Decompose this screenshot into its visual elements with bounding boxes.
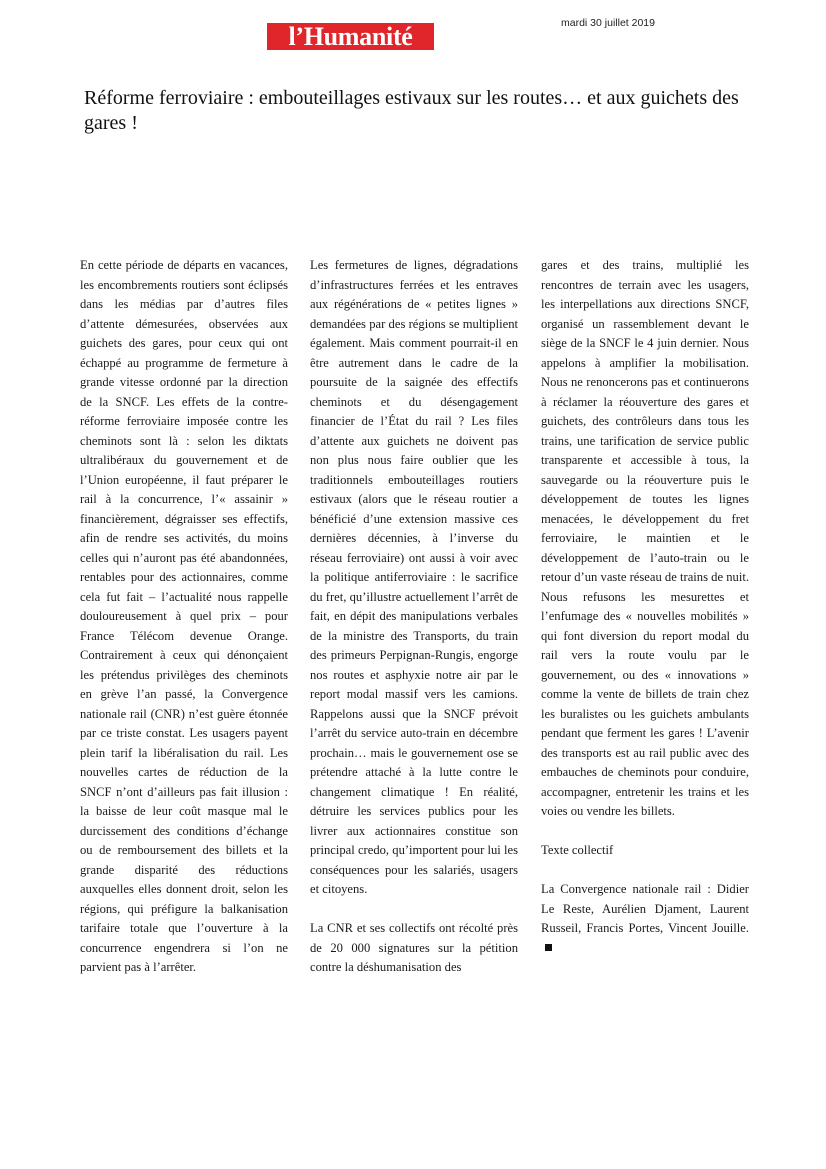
- end-of-article-icon: [545, 944, 552, 951]
- byline-label: Texte collectif: [541, 843, 614, 857]
- signatories-text: La Convergence nationale rail : Didier Le Reste, Aurélien Djament, Laurent Russeil, Francis Portes, Vincent Jouille.: [541, 882, 749, 935]
- publication-date: mardi 30 juillet 2019: [561, 17, 655, 29]
- logo-text: l’Humanité: [288, 23, 413, 50]
- article-title: Réforme ferroviaire : embouteillages estivaux sur les routes… et aux guichets des gares !: [84, 87, 739, 134]
- newspaper-logo: [267, 23, 434, 50]
- paragraph: La CNR et ses collectifs ont récolté près de 20 000 signatures sur la pétition contre la déshumanisation des: [310, 921, 518, 974]
- paragraph: Les fermetures de lignes, dégradations d’infrastructures ferrées et les entraves aux régénérations de « petites lignes » demandées par des régions se multiplient également. Mais comment pourrait-il en être autrement dans le cadre de la poursuite de la saignée des effectifs cheminots et du désengagement financier de l’État du rail ? Les files d’attente aux guichets ne doivent pas non plus nous faire oublier que les traditionnels embouteillages routiers estivaux (alors que le réseau routier a bénéficié d’une extension massive ces dernières décennies, à l’inverse du réseau ferroviaire) ont aussi à voir avec la politique antiferroviaire : le sacrifice du fret, qu’illustre actuellement l’arrêt de fait, en dépit des manipulations verbales de la ministre des Transports, du train des primeurs Perpignan-Rungis, engorge nos routes et asphyxie notre air par le report modal massif vers les camions. Rappelons aussi que la SNCF prévoit l’arrêt du service auto-train en décembre prochain… mais le gouvernement ose se prétendre attaché à la lutte contre le changement climatique ! En réalité, détruire les services publics pour les livrer aux actionnaires constitue son principal credo, qu’importent pour lui les conséquences pour les salariés, usagers et citoyens.: [310, 258, 518, 896]
- paragraph: En cette période de départs en vacances, les encombrements routiers sont éclipsés dans les médias par d’autres files d’attente démesurées, observées aux guichets des gares, pour ceux qui ont échappé au programme de fermeture à grande vitesse ordonné par la direction de la SNCF. Les effets de la contre-réforme ferroviaire imposée contre les cheminots sont là : selon les diktats ultralibéraux du gouvernement et de l’Union européenne, il faut préparer le rail à la concurrence, l’« assainir » financièrement, dégraisser ses effectifs, afin de rendre ses activités, du moins celles qui n’auront pas été abandonnées, rentables pour des actionnaires, comme cela fut fait – l’actualité nous rappelle douloureusement à quel prix – pour France Télécom devenue Orange. Contrairement à ceux qui dénonçaient les prétendus privilèges des cheminots en grève l’an passé, la Convergence nationale rail (CNR) n’est guère étonnée par ce triste constat. Les usagers payent plein tarif la libéralisation du rail. Les nouvelles cartes de réduction de la SNCF n’ont d’ailleurs pas fait illusion : la baisse de leur coût masque mal le durcissement des conditions d’échange ou de remboursement des billets et la grande disparité des réductions auxquelles elles donnent droit, selon les régions, qui préfigure la balkanisation tarifaire totale que l’ouverture à la concurrence engendrera si l’on ne parvient pas à l’arrêter.: [80, 258, 288, 974]
- paragraph: gares et des trains, multiplié les rencontres de terrain avec les usagers, les interpellations aux directions SNCF, organisé un rassemblement devant le siège de la SNCF le 4 juin dernier. Nous appelons à amplifier la mobilisation. Nous ne renoncerons pas et continuerons à réclamer la réouverture des gares et guichets, des contrôleurs dans tous les trains, une tarification de service public transparente et accessible à tous, la sauvegarde ou la réouverture puis le développement de toutes les lignes menacées, le développement du fret ferroviaire, le maintien et le développement de l’auto-train ou le retour d’un vaste réseau de trains de nuit. Nous refusons les mesurettes et l’enfumage des « nouvelles mobilités » qui font diversion du report modal du rail vers la route voulu par le gouvernement, ou des « innovations » comme la vente de billets de train chez les buralistes ou les guichets ambulants pendant que ferment les gares ! L’avenir des transports est au rail public avec des embauches de cheminots pour conduire, accompagner, entretenir les trains et les voies ou vendre les billets.: [541, 258, 749, 818]
- article-column-3: [541, 256, 749, 958]
- article-column-2: [310, 256, 518, 978]
- signatories: [541, 880, 749, 958]
- article-column-1: [80, 256, 288, 978]
